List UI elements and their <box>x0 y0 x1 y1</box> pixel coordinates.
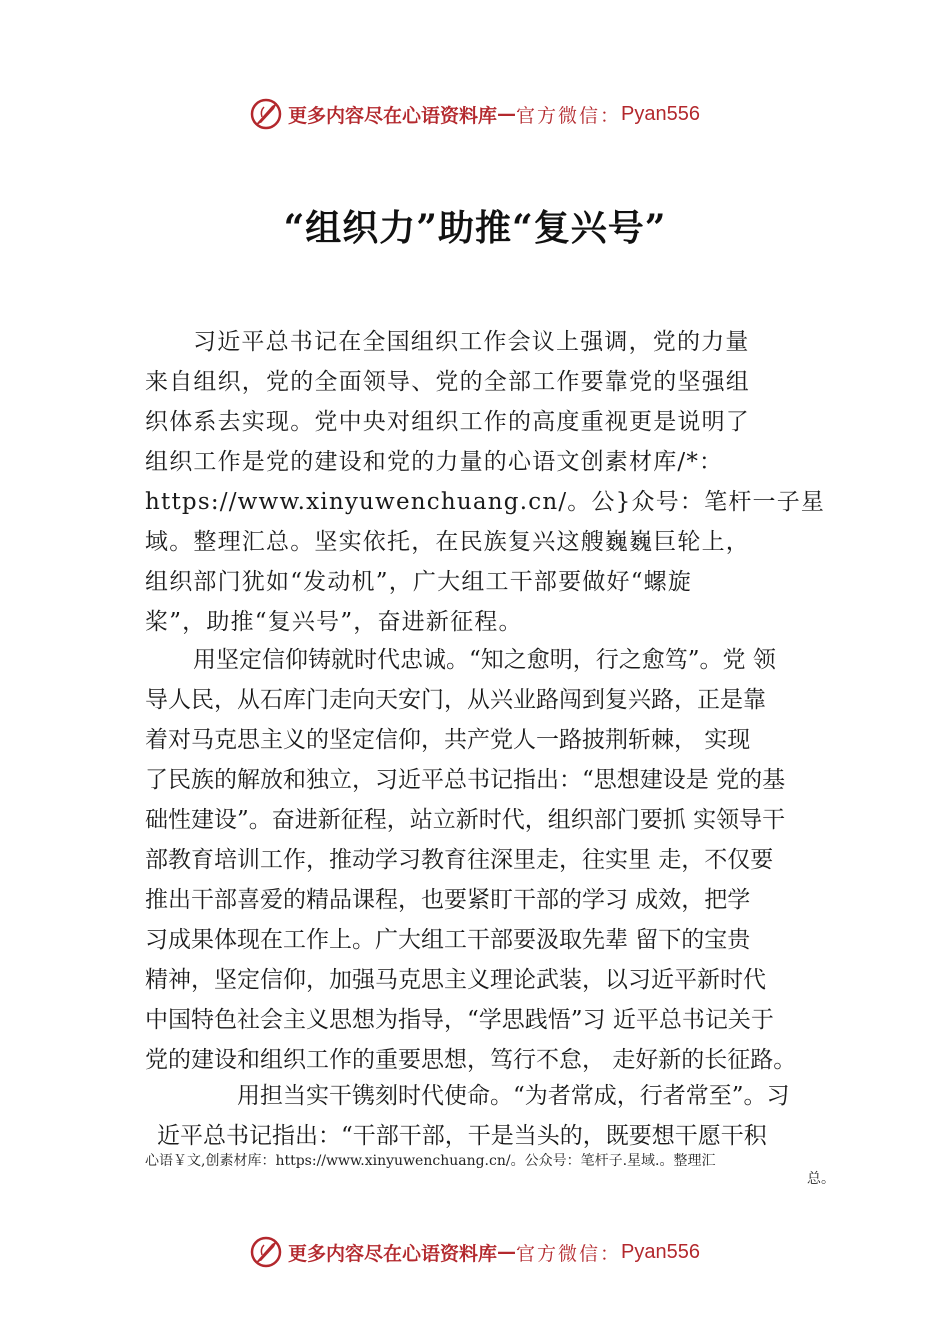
text-line: 织体系去实现。党中央对组织工作的高度重视更是说明了 <box>145 409 750 435</box>
footnote-end: 总。 <box>807 1171 835 1187</box>
text-line: 础性建设”。奋进新征程，站立新时代，组织部门要抓 实领导干 <box>145 807 786 833</box>
banner-dash: — <box>497 103 517 125</box>
text-line: 来自组织，党的全面领导、党的全部工作要靠党的坚强组 <box>145 369 750 395</box>
text-line: 组织部门犹如“发动机”，广大组工干部要做好“螺旋 <box>145 569 693 595</box>
article-title: “组织力”助推“复兴号” <box>283 207 667 249</box>
banner-wechat-id: Pyan556 <box>621 1240 700 1263</box>
text-line: 近平总书记指出：“干部干部，干是当头的，既要想干愿干积 <box>157 1123 767 1149</box>
text-line: 推出干部喜爱的精品课程，也要紧盯干部的学习 成效，把学 <box>145 887 751 913</box>
header-banner <box>0 94 950 134</box>
banner-brand: 更多内容尽在心语资料库 <box>288 1242 498 1265</box>
text-line: 组织工作是党的建设和党的力量的心语文创素材库/*： <box>145 449 724 475</box>
quill-logo-icon <box>250 1235 284 1269</box>
text-line: 习近平总书记在全国组织工作会议上强调，党的力量 <box>193 329 750 355</box>
text-line: 域。整理汇总。坚实依托，在民族复兴这艘巍巍巨轮上， <box>145 529 750 555</box>
text-line: 部教育培训工作，推动学习教育往深里走，往实里 走，不仅要 <box>145 847 774 873</box>
text-line: 用担当实干镌刻时代使命。“为者常成，行者常至”。习 <box>237 1083 790 1109</box>
banner-brand: 更多内容尽在心语资料库 <box>288 104 498 127</box>
footer-banner <box>0 1232 950 1272</box>
text-line: 了民族的解放和独立，习近平总书记指出：“思想建设是 党的基 <box>145 767 786 793</box>
banner-contact-label: 官方微信： <box>516 104 622 127</box>
paragraph-1 <box>145 322 835 642</box>
banner-wechat-id: Pyan556 <box>621 102 700 125</box>
text-line: 着对马克思主义的坚定信仰，共产党人一路披荆斩棘， 实现 <box>145 727 751 753</box>
text-line: 用坚定信仰铸就时代忠诚。“知之愈明，行之愈笃”。党 领 <box>193 647 776 673</box>
text-line: https://www.xinyuwenchuang.cn/。公}众号：笔杆一子星 <box>145 489 826 515</box>
text-line: 桨”，助推“复兴号”，奋进新征程。 <box>145 609 523 635</box>
footnote-text: 心语￥文,创素材库：https://www.xinyuwenchuang.cn/。公众号：笔杆子.星域.。整理汇 <box>145 1153 716 1169</box>
paragraph-2 <box>145 640 835 1080</box>
text-line: 导人民，从石库门走向天安门，从兴业路闯到复兴路，正是靠 <box>145 687 766 713</box>
banner-contact-label: 官方微信： <box>516 1242 622 1265</box>
quill-logo-icon <box>250 97 284 131</box>
text-line: 中国特色社会主义思想为指导，“学思践悟”习 近平总书记关于 <box>145 1007 774 1033</box>
paragraph-3 <box>145 1076 835 1156</box>
text-line: 精神，坚定信仰，加强马克思主义理论武装，以习近平新时代 <box>145 967 766 993</box>
banner-dash: — <box>497 1241 517 1263</box>
footnote <box>145 1152 835 1188</box>
text-line: 习成果体现在工作上。广大组工干部要汲取先辈 留下的宝贵 <box>145 927 751 953</box>
text-line: 党的建设和组织工作的重要思想，笃行不怠， 走好新的长征路。 <box>145 1047 797 1073</box>
